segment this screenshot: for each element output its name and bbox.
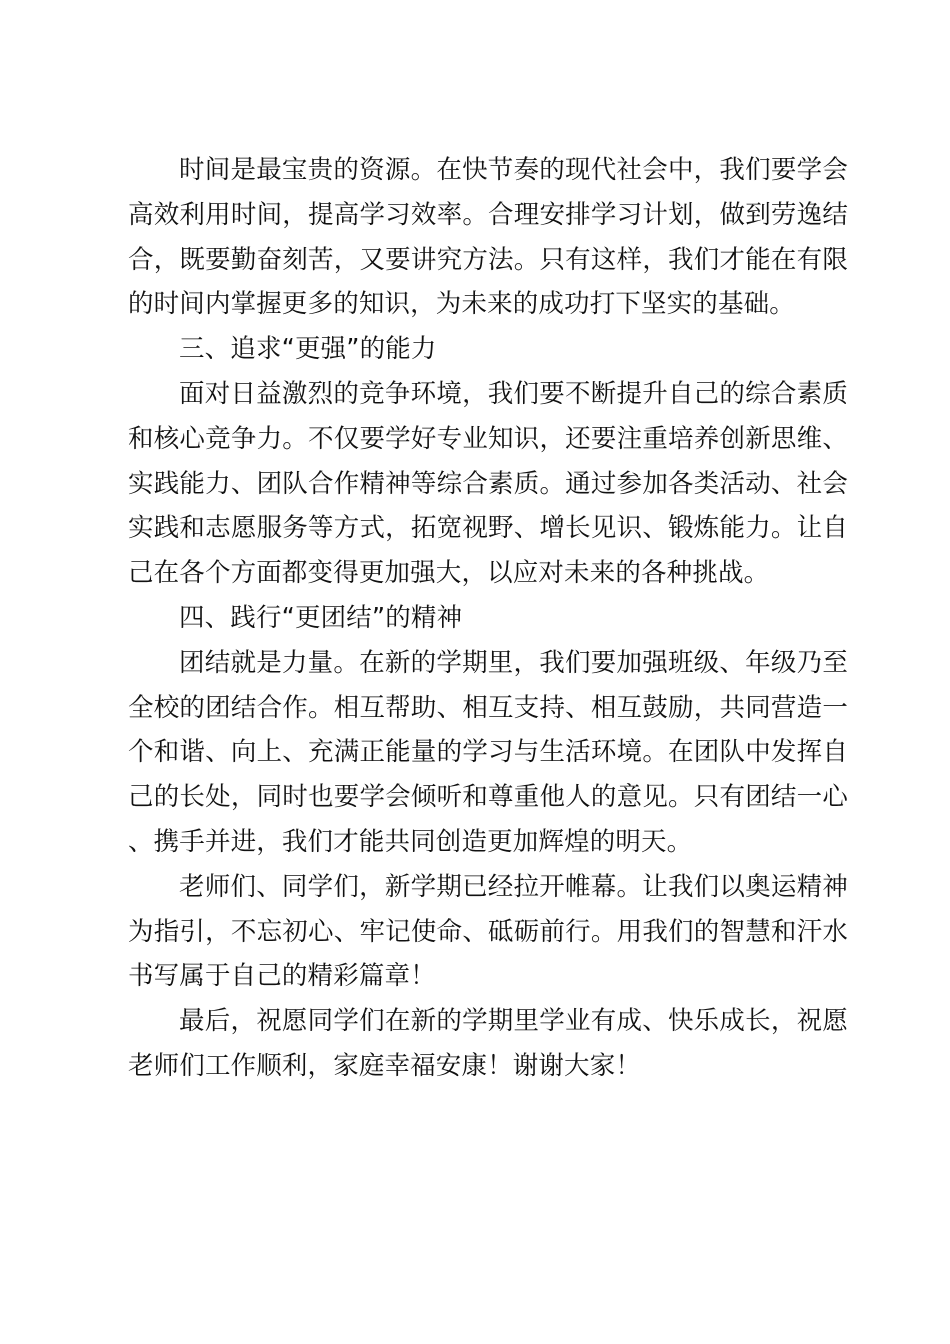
paragraph-new-semester: 老师们、同学们，新学期已经拉开帷幕。让我们以奥运精神为指引，不忘初心、牢记使命、砥砺前行。用我们的智慧和汗水书写属于自己的精彩篇章！ xyxy=(128,871,848,992)
section-heading-unity: 四、践行“更团结”的精神 xyxy=(179,602,463,633)
paragraph-time-management: 时间是最宝贵的资源。在快节奏的现代社会中，我们要学会高效利用时间，提高学习效率。合理安排学习计划，做到劳逸结合，既要勤奋刻苦，又要讲究方法。只有这样，我们才能在有限的时间内掌握更多的知识，为未来的成功打下坚实的基础。 xyxy=(128,155,848,320)
document-body xyxy=(128,148,848,1089)
section-heading-stronger: 三、追求“更强”的能力 xyxy=(179,334,437,365)
paragraph-closing-wishes: 最后，祝愿同学们在新的学期里学业有成、快乐成长，祝愿老师们工作顺利，家庭幸福安康！谢谢大家！ xyxy=(128,1006,848,1081)
paragraph-stronger-ability: 面对日益激烈的竞争环境，我们要不断提升自己的综合素质和核心竞争力。不仅要学好专业知识，还要注重培养创新思维、实践能力、团队合作精神等综合素质。通过参加各类活动、社会实践和志愿服务等方式，拓宽视野、增长见识、锻炼能力。让自己在各个方面都变得更加强大，以应对未来的各种挑战。 xyxy=(128,378,848,589)
paragraph-unity-spirit: 团结就是力量。在新的学期里，我们要加强班级、年级乃至全校的团结合作。相互帮助、相互支持、相互鼓励，共同营造一个和谐、向上、充满正能量的学习与生活环境。在团队中发挥自己的长处，同时也要学会倾听和尊重他人的意见。只有团结一心、携手并进，我们才能共同创造更加辉煌的明天。 xyxy=(128,647,848,857)
